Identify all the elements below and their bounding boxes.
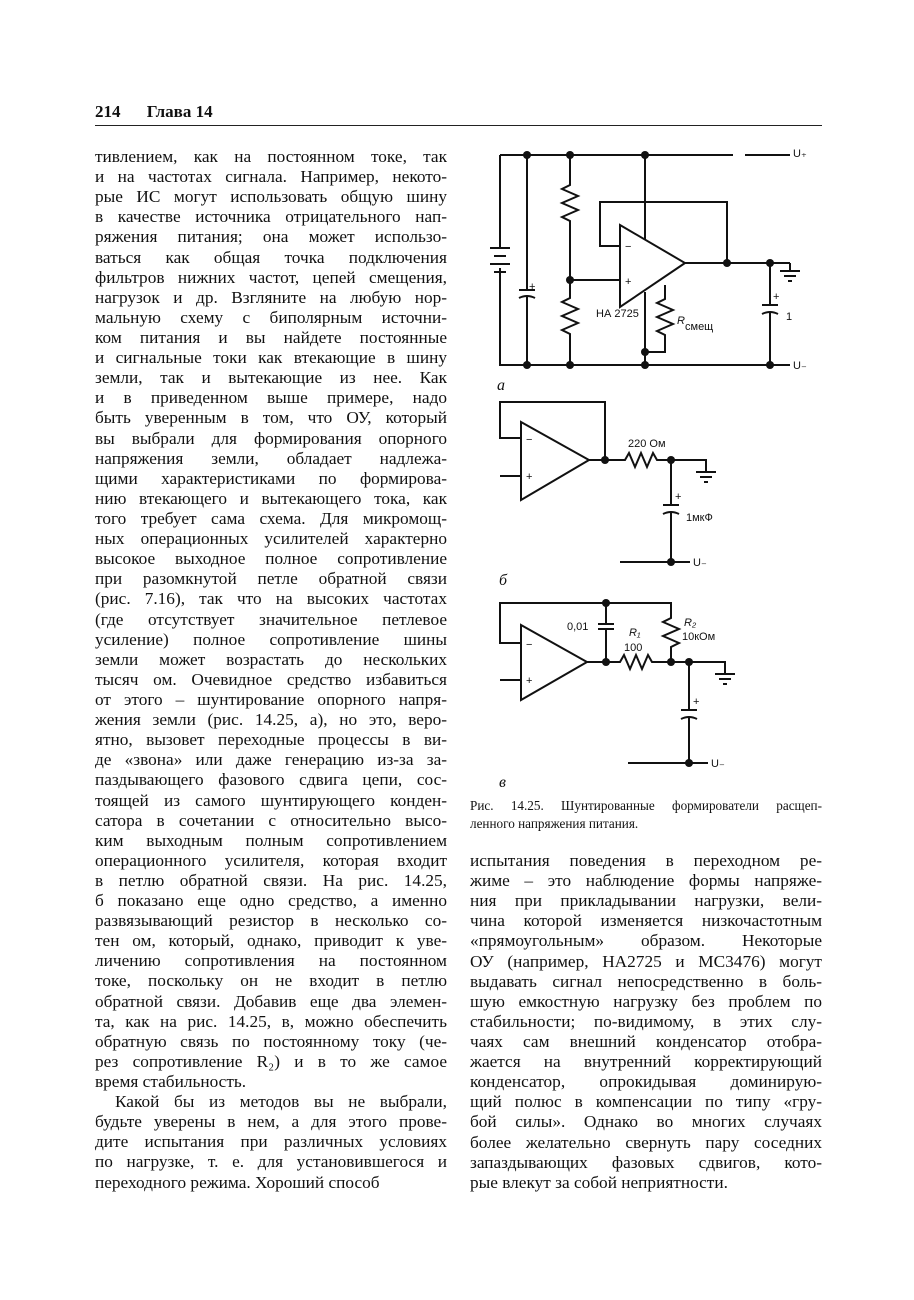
subfigure-label-b: б: [499, 572, 508, 589]
chapter-title: Глава 14: [146, 102, 213, 121]
text-line: чаях сам внешний конденсатор отобра-: [470, 1031, 822, 1051]
resistor-value-label: 220 Ом: [628, 438, 666, 450]
text-line: стабильности; по-видимому, в этих слу-: [470, 1011, 822, 1031]
noninverting-input-label: +: [526, 471, 533, 483]
caption-line: ленного напряжения питания.: [470, 816, 639, 831]
text-line: бой силы». Однако во многих случаях: [470, 1112, 822, 1132]
text-line: Какой бы из методов вы не выбрали,: [115, 1092, 447, 1112]
opamp-part-label: НА 2725: [596, 308, 639, 320]
text-line: в качестве источника отрицательного нап-: [95, 207, 447, 227]
u-plus-label: U₊: [793, 148, 807, 160]
text-line: ния при прикладывании нагрузки, вели-: [470, 891, 822, 911]
text-line: рые ИС могут использовать общую шину: [95, 187, 447, 207]
text-line: напряжения земли, обладает надлежа-: [95, 448, 447, 468]
text-line: жиме – это наблюдение формы напряже-: [470, 871, 822, 891]
text-line: щими характеристиками по формирова-: [95, 468, 447, 488]
r1-value-label: 100: [624, 642, 643, 654]
cap-value-label: 0,01: [567, 621, 589, 633]
text-line: дите испытания при различных условиях: [95, 1132, 447, 1152]
text-line: высокое выходное полное сопротивление: [95, 549, 447, 569]
text-line: при разомкнутой петле обратной связи: [95, 569, 447, 589]
text-line: нию втекающего и вытекающего тока, как: [95, 488, 447, 508]
u-minus-label: U₋: [793, 360, 807, 372]
text-line: того требует сама схема. Для микромощ-: [95, 508, 447, 528]
r-bias-subscript: смещ: [685, 321, 714, 333]
text-line: обратную связь по постоянному току (че-: [95, 1031, 447, 1051]
caption-line: Рис. 14.25. Шунтированные формирователи расщеп-: [470, 798, 822, 813]
text-line: операционного усилителя, которая входит: [95, 850, 447, 870]
text-line: тоящей из самого шунтирующего конден-: [95, 790, 447, 810]
page-number: 214: [95, 102, 121, 121]
text-line: ваться как общая точка подключения: [95, 247, 447, 267]
text-line: вы выбрали для формирования опорного: [95, 428, 447, 448]
text-line: более желательно свернуть пару соседних: [470, 1132, 822, 1152]
text-line: испытания поведения в переходном ре-: [470, 851, 822, 870]
inverting-input-label: −: [625, 241, 632, 253]
noninverting-input-label: +: [625, 276, 632, 288]
text-line: будьте уверены в нем, а для этого прове-: [95, 1112, 447, 1132]
text-line: переходного режима. Хороший способ: [95, 1172, 380, 1192]
cap-value-label: 1мкФ: [686, 512, 713, 524]
cap-polarity-label: +: [773, 291, 780, 303]
u-minus-label: U₋: [693, 557, 707, 569]
text-line: земли может возрастать до нескольких: [95, 649, 447, 669]
cap-polarity-label: +: [529, 281, 536, 293]
inverting-input-label: −: [526, 434, 533, 446]
text-line: фильтров нижних частот, цепей смещения,: [95, 267, 447, 287]
text-line: личению сопротивления на постоянном: [95, 951, 447, 971]
text-line: паздывающего фазового сдвига цепи, сос-: [95, 770, 447, 790]
subfigure-label-a: а: [497, 377, 505, 394]
text-line: ных операционных усилителей характерно: [95, 529, 447, 549]
circuit-c: [499, 599, 735, 791]
text-line: конденсатор, опрокидывая доминирую-: [470, 1072, 822, 1092]
r2-label: R₂: [684, 617, 697, 629]
text-line: и на частотах сигнала. Например, некото-: [95, 167, 447, 187]
r2-value-label: 10кОм: [682, 631, 716, 643]
text-line: токе, поскольку он не входит в петлю: [95, 971, 447, 991]
text-line: (где отсутствует значительное петлевое: [95, 609, 447, 629]
text-line: рые влекут за собой неприятности.: [470, 1172, 728, 1192]
r1-label: R₁: [629, 627, 641, 639]
text-line: тивлением, как на постоянном токе, так: [95, 147, 447, 166]
text-line: де «звона» или даже генерацию из-за за-: [95, 750, 447, 770]
subfigure-label-c: в: [499, 774, 506, 791]
text-line: ком питания и вы найдете постоянные: [95, 327, 447, 347]
text-line: от этого – шунтирование опорного напря-: [95, 689, 447, 709]
inverting-input-label: −: [526, 639, 533, 651]
text-line: по нагрузке, т. е. для установившегося и: [95, 1152, 447, 1172]
text-line: (рис. 7.16), так что на высоких частотах: [95, 589, 447, 609]
text-line: и сигнальные токи как втекающие в шину: [95, 348, 447, 368]
cap-polarity-label: +: [675, 491, 682, 503]
text-line: быть уверенным в том, что ОУ, который: [95, 408, 447, 428]
text-line: нагрузок и др. Взгляните на любую нор-: [95, 287, 447, 307]
cap-value-label: 1: [786, 311, 793, 323]
text-line: шую емкостную нагрузку без проблем по: [470, 991, 822, 1011]
text-line: земли, так и вытекающие из нее. Как: [95, 368, 447, 388]
text-line: та, как на рис. 14.25, в, можно обеспечить: [95, 1011, 447, 1031]
text-line: сатора в сочетании с относительно высо-: [95, 810, 447, 830]
r-bias-label: R: [677, 315, 685, 327]
text-line: обратной связи. Добавив еще два элемен-: [95, 991, 447, 1011]
text-line: ряжения питания; она может использо-: [95, 227, 447, 247]
text-line: ятно, вызовет переходные процессы в ви-: [95, 730, 447, 750]
text-line: в петлю обратной связи. На рис. 14.25,: [95, 870, 447, 890]
text-line: рез сопротивление R₂) и в то же самое: [95, 1051, 447, 1071]
text-line: б показано еще одно средство, а именно: [95, 891, 447, 911]
cap-polarity-label: +: [693, 696, 700, 708]
text-line: щий полюс в компенсации по типу «гру-: [470, 1092, 822, 1112]
text-line: выдавать сигнал непосредственно в боль-: [470, 971, 822, 991]
text-line: усиление) полное сопротивление шины: [95, 629, 447, 649]
text-line: мальную схему с биполярным источни-: [95, 307, 447, 327]
text-line: время стабильность.: [95, 1072, 247, 1092]
text-line: тен ом, который, однако, приводит к уве-: [95, 931, 447, 951]
text-line: жается на внутренний корректирующий: [470, 1052, 822, 1072]
text-line: развязывающий резистор в несколько со-: [95, 911, 447, 931]
text-line: ОУ (например, НА2725 и МС3476) могут: [470, 951, 822, 971]
text-line: «прямоугольным» образом. Некоторые: [470, 931, 822, 951]
noninverting-input-label: +: [526, 675, 533, 687]
text-line: запаздывающих фазовых сдвигов, кото-: [470, 1152, 822, 1172]
text-line: тысяч ом. Очевидное средство избавиться: [95, 669, 447, 689]
text-line: жения земли (рис. 14.25, а), но это, веро-: [95, 710, 447, 730]
text-line: ким выходным полным сопротивлением: [95, 830, 447, 850]
circuit-b: [499, 402, 716, 589]
text-line: и в приведенном выше примере, надо: [95, 388, 447, 408]
text-line: чина которой изменяется низкочастотным: [470, 911, 822, 931]
u-minus-label: U₋: [711, 758, 725, 770]
figure-caption: [470, 797, 822, 833]
circuit-a: [490, 148, 807, 394]
